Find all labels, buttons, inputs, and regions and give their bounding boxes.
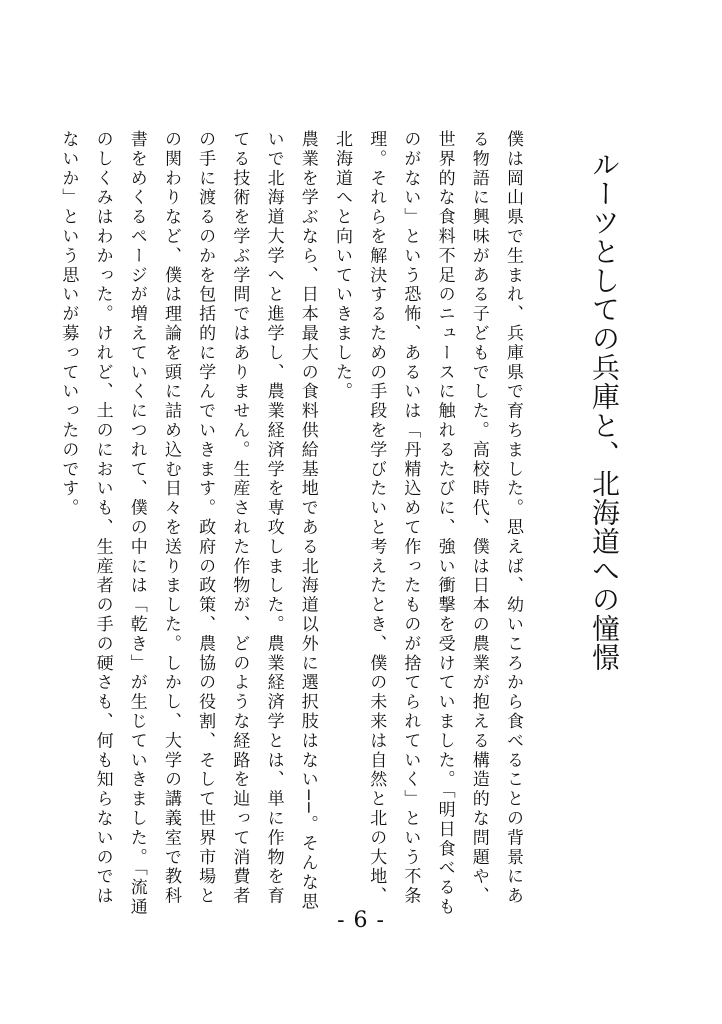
paragraph-2: 農業を学ぶなら、日本最大の食料供給基地である北海道以外に選択肢はない──。そんな思いで北海道大学へと進学し、農業経済学を専攻しました。農業経済学とは、単に作物を育てる技術を学ぶ学問ではありません。生産された作物が、どのような経路を辿って消費者の手に渡るのかを包括的に学んでいきます。政府の政策、農協の役割、そして世界市場との関わりなど、僕は理論を頭に詰め込む日々を送りました。しかし、大学の講義室で教科書をめくるページが増えていくにつれて、僕の中には「乾き」が生じていきました。「流通のしくみはわかった。けれど、土のにおいも、生産者の手の硬さも、何も知らないのではないか」という思いが募っていったのです。 bbox=[58, 130, 318, 917]
page-number: - 6 - bbox=[337, 908, 385, 933]
paragraph-1: 僕は岡山県で生まれ、兵庫県で育ちました。思えば、幼いころから食べることの背景にある物語に興味がある子どもでした。高校時代、僕は日本の農業が抱える構造的な問題や、世界的な食料不足のニュースに触れるたびに、強い衝撃を受けていました。「明日食べるものがない」という恐怖、あるいは「丹精込めて作ったものが捨てられていく」という不条理。それらを解決するための手段を学びたいと考えたとき、僕の未来は自然と北の大地、北海道へと向いていきました。 bbox=[331, 130, 523, 917]
body-text bbox=[58, 130, 530, 920]
section-title: ルーツとしての兵庫と、北海道への憧憬 bbox=[588, 150, 621, 672]
